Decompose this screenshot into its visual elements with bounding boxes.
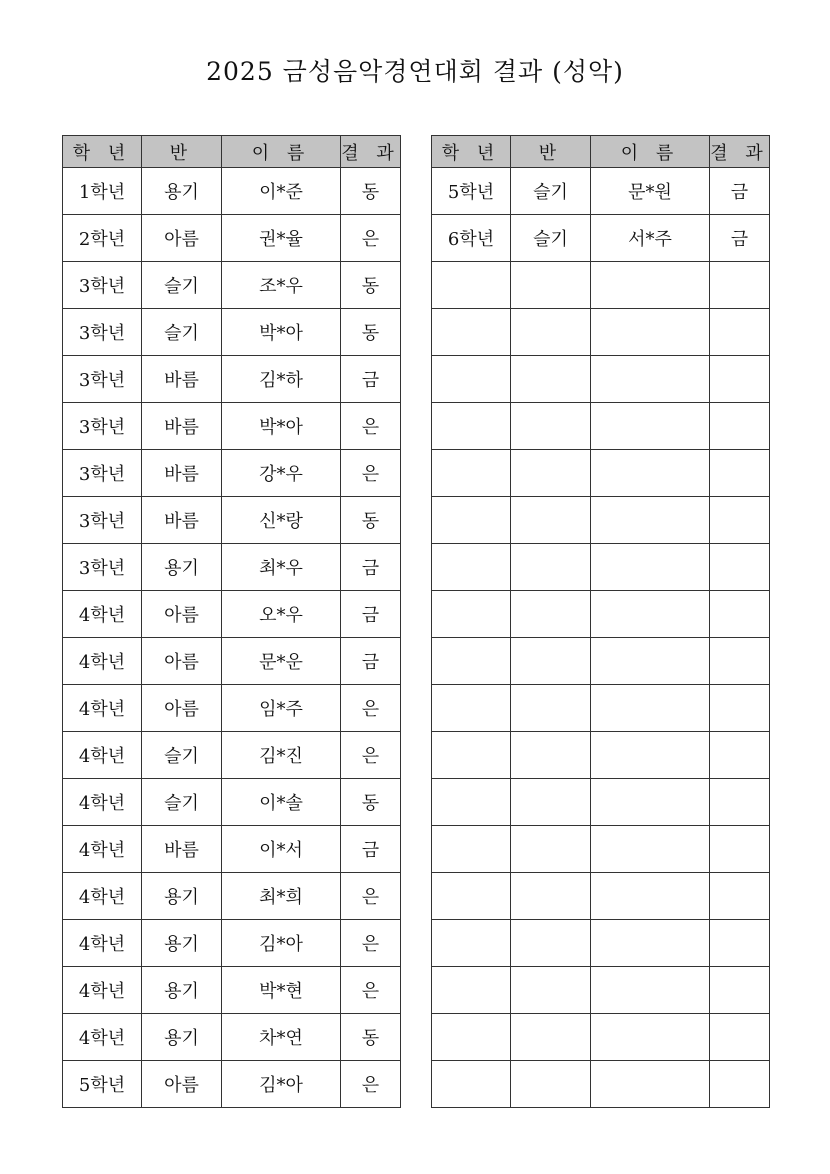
cell-class	[511, 873, 591, 920]
cell-grade: 4학년	[63, 779, 142, 826]
cell-name: 김*아	[222, 920, 341, 967]
cell-grade: 3학년	[63, 262, 142, 309]
header-result: 결 과	[710, 136, 770, 168]
table-row	[63, 309, 401, 356]
cell-result	[710, 826, 770, 873]
cell-class	[511, 920, 591, 967]
table-row	[432, 826, 770, 873]
cell-name: 김*하	[222, 356, 341, 403]
cell-name	[591, 638, 710, 685]
cell-name: 김*아	[222, 1061, 341, 1108]
table-row	[63, 826, 401, 873]
cell-name	[591, 544, 710, 591]
cell-result	[710, 403, 770, 450]
header-row	[432, 136, 770, 168]
header-class: 반	[142, 136, 222, 168]
cell-name	[591, 967, 710, 1014]
cell-grade: 3학년	[63, 497, 142, 544]
header-grade: 학 년	[63, 136, 142, 168]
table-row	[432, 591, 770, 638]
header-name: 이 름	[591, 136, 710, 168]
cell-grade: 4학년	[63, 1014, 142, 1061]
table-row	[63, 1061, 401, 1108]
cell-result: 은	[341, 215, 401, 262]
cell-grade	[432, 450, 511, 497]
cell-grade: 4학년	[63, 638, 142, 685]
cell-result	[710, 638, 770, 685]
cell-result: 금	[710, 168, 770, 215]
cell-grade	[432, 309, 511, 356]
cell-class	[511, 309, 591, 356]
cell-grade: 3학년	[63, 403, 142, 450]
table-row	[63, 873, 401, 920]
cell-class: 바름	[142, 826, 222, 873]
cell-name: 박*아	[222, 309, 341, 356]
cell-class	[511, 779, 591, 826]
cell-name	[591, 873, 710, 920]
cell-class: 아름	[142, 1061, 222, 1108]
cell-result: 동	[341, 262, 401, 309]
cell-grade: 4학년	[63, 685, 142, 732]
cell-name	[591, 685, 710, 732]
cell-grade	[432, 826, 511, 873]
cell-result	[710, 450, 770, 497]
header-row	[63, 136, 401, 168]
cell-result	[710, 1014, 770, 1061]
table-row	[432, 920, 770, 967]
cell-grade	[432, 967, 511, 1014]
cell-grade: 4학년	[63, 920, 142, 967]
table-row	[63, 403, 401, 450]
cell-class	[511, 732, 591, 779]
cell-class: 바름	[142, 356, 222, 403]
cell-class: 용기	[142, 873, 222, 920]
table-row	[63, 967, 401, 1014]
table-row	[432, 967, 770, 1014]
cell-result: 동	[341, 779, 401, 826]
cell-class	[511, 450, 591, 497]
cell-class: 슬기	[142, 779, 222, 826]
cell-result: 금	[341, 356, 401, 403]
cell-grade	[432, 732, 511, 779]
page-title: 2025 금성음악경연대회 결과 (성악)	[206, 57, 624, 86]
table-row	[63, 497, 401, 544]
table-row	[432, 497, 770, 544]
header-class: 반	[511, 136, 591, 168]
cell-name: 권*율	[222, 215, 341, 262]
cell-class	[511, 685, 591, 732]
table-row	[63, 356, 401, 403]
table-row	[63, 920, 401, 967]
cell-grade: 4학년	[63, 732, 142, 779]
cell-result	[710, 685, 770, 732]
cell-class: 용기	[142, 168, 222, 215]
cell-grade	[432, 1061, 511, 1108]
header-result: 결 과	[341, 136, 401, 168]
cell-class: 용기	[142, 544, 222, 591]
cell-grade: 3학년	[63, 544, 142, 591]
cell-grade: 4학년	[63, 591, 142, 638]
table-row	[63, 1014, 401, 1061]
cell-class: 바름	[142, 450, 222, 497]
cell-result	[710, 497, 770, 544]
cell-result	[710, 262, 770, 309]
cell-class: 슬기	[511, 168, 591, 215]
cell-name: 김*진	[222, 732, 341, 779]
cell-class: 슬기	[511, 215, 591, 262]
cell-class: 슬기	[142, 262, 222, 309]
cell-class	[511, 403, 591, 450]
cell-grade: 1학년	[63, 168, 142, 215]
cell-result: 금	[341, 591, 401, 638]
cell-grade: 3학년	[63, 309, 142, 356]
cell-grade	[432, 638, 511, 685]
table-row	[63, 544, 401, 591]
table-row	[63, 638, 401, 685]
cell-grade: 5학년	[432, 168, 511, 215]
cell-grade	[432, 544, 511, 591]
cell-result	[710, 732, 770, 779]
cell-grade	[432, 356, 511, 403]
cell-name: 박*아	[222, 403, 341, 450]
cell-class	[511, 1014, 591, 1061]
cell-grade: 5학년	[63, 1061, 142, 1108]
table-row	[432, 732, 770, 779]
results-table-right	[431, 135, 770, 1108]
cell-result	[710, 544, 770, 591]
cell-class	[511, 544, 591, 591]
table-row	[63, 779, 401, 826]
cell-result	[710, 920, 770, 967]
cell-result: 동	[341, 168, 401, 215]
cell-name	[591, 779, 710, 826]
table-row	[432, 873, 770, 920]
cell-grade	[432, 779, 511, 826]
cell-result: 은	[341, 920, 401, 967]
table-row	[432, 544, 770, 591]
table-row	[432, 779, 770, 826]
cell-name	[591, 1061, 710, 1108]
cell-result: 은	[341, 685, 401, 732]
cell-grade	[432, 262, 511, 309]
cell-name: 임*주	[222, 685, 341, 732]
table-body	[432, 168, 770, 1108]
cell-result: 금	[341, 638, 401, 685]
cell-result	[710, 356, 770, 403]
cell-grade: 3학년	[63, 450, 142, 497]
cell-grade	[432, 685, 511, 732]
cell-result: 은	[341, 873, 401, 920]
cell-class	[511, 1061, 591, 1108]
table-row	[63, 685, 401, 732]
cell-name	[591, 450, 710, 497]
cell-class	[511, 356, 591, 403]
cell-name: 오*우	[222, 591, 341, 638]
cell-name: 이*솔	[222, 779, 341, 826]
cell-name	[591, 309, 710, 356]
header-grade: 학 년	[432, 136, 511, 168]
cell-result: 금	[341, 826, 401, 873]
table-row	[432, 215, 770, 262]
cell-class: 바름	[142, 403, 222, 450]
cell-result	[710, 1061, 770, 1108]
cell-name	[591, 826, 710, 873]
cell-name: 차*연	[222, 1014, 341, 1061]
cell-grade	[432, 920, 511, 967]
cell-name: 최*우	[222, 544, 341, 591]
cell-result: 동	[341, 1014, 401, 1061]
table-row	[432, 356, 770, 403]
cell-name: 조*우	[222, 262, 341, 309]
cell-result	[710, 873, 770, 920]
table-row	[432, 403, 770, 450]
table-row	[432, 262, 770, 309]
header-name: 이 름	[222, 136, 341, 168]
cell-result: 은	[341, 732, 401, 779]
cell-name	[591, 497, 710, 544]
cell-result	[710, 967, 770, 1014]
cell-result: 금	[341, 544, 401, 591]
cell-class: 슬기	[142, 309, 222, 356]
cell-class: 용기	[142, 967, 222, 1014]
table-row	[63, 262, 401, 309]
cell-name	[591, 732, 710, 779]
cell-class	[511, 826, 591, 873]
cell-grade	[432, 591, 511, 638]
table-row	[63, 168, 401, 215]
cell-class: 슬기	[142, 732, 222, 779]
cell-class	[511, 497, 591, 544]
cell-name: 이*서	[222, 826, 341, 873]
cell-name	[591, 1014, 710, 1061]
cell-result	[710, 309, 770, 356]
cell-name	[591, 356, 710, 403]
cell-name: 박*현	[222, 967, 341, 1014]
table-body	[63, 168, 401, 1108]
cell-class	[511, 591, 591, 638]
cell-class	[511, 967, 591, 1014]
cell-grade: 3학년	[63, 356, 142, 403]
cell-result: 은	[341, 1061, 401, 1108]
cell-grade	[432, 497, 511, 544]
table-row	[63, 450, 401, 497]
cell-class	[511, 262, 591, 309]
table-row	[432, 450, 770, 497]
cell-grade: 4학년	[63, 826, 142, 873]
table-row	[63, 591, 401, 638]
cell-result: 금	[710, 215, 770, 262]
cell-class: 바름	[142, 497, 222, 544]
cell-result: 은	[341, 450, 401, 497]
cell-grade	[432, 1014, 511, 1061]
cell-name: 문*운	[222, 638, 341, 685]
cell-name: 최*희	[222, 873, 341, 920]
cell-class: 아름	[142, 685, 222, 732]
cell-result	[710, 779, 770, 826]
cell-class: 아름	[142, 638, 222, 685]
cell-name	[591, 262, 710, 309]
cell-grade: 6학년	[432, 215, 511, 262]
cell-class: 아름	[142, 215, 222, 262]
cell-name: 서*주	[591, 215, 710, 262]
table-row	[432, 168, 770, 215]
table-row	[63, 215, 401, 262]
cell-grade: 4학년	[63, 967, 142, 1014]
table-row	[63, 732, 401, 779]
table-row	[432, 309, 770, 356]
cell-grade: 4학년	[63, 873, 142, 920]
cell-class: 용기	[142, 920, 222, 967]
cell-name: 문*원	[591, 168, 710, 215]
cell-result: 동	[341, 497, 401, 544]
cell-name	[591, 920, 710, 967]
cell-name: 이*준	[222, 168, 341, 215]
cell-class: 아름	[142, 591, 222, 638]
cell-result: 동	[341, 309, 401, 356]
cell-class: 용기	[142, 1014, 222, 1061]
cell-result: 은	[341, 403, 401, 450]
cell-name	[591, 591, 710, 638]
cell-class	[511, 638, 591, 685]
table-row	[432, 638, 770, 685]
cell-result: 은	[341, 967, 401, 1014]
cell-grade: 2학년	[63, 215, 142, 262]
results-table-left	[62, 135, 401, 1108]
table-row	[432, 1014, 770, 1061]
cell-name: 강*우	[222, 450, 341, 497]
cell-result	[710, 591, 770, 638]
cell-name: 신*랑	[222, 497, 341, 544]
cell-grade	[432, 403, 511, 450]
cell-grade	[432, 873, 511, 920]
table-row	[432, 1061, 770, 1108]
table-row	[432, 685, 770, 732]
cell-name	[591, 403, 710, 450]
